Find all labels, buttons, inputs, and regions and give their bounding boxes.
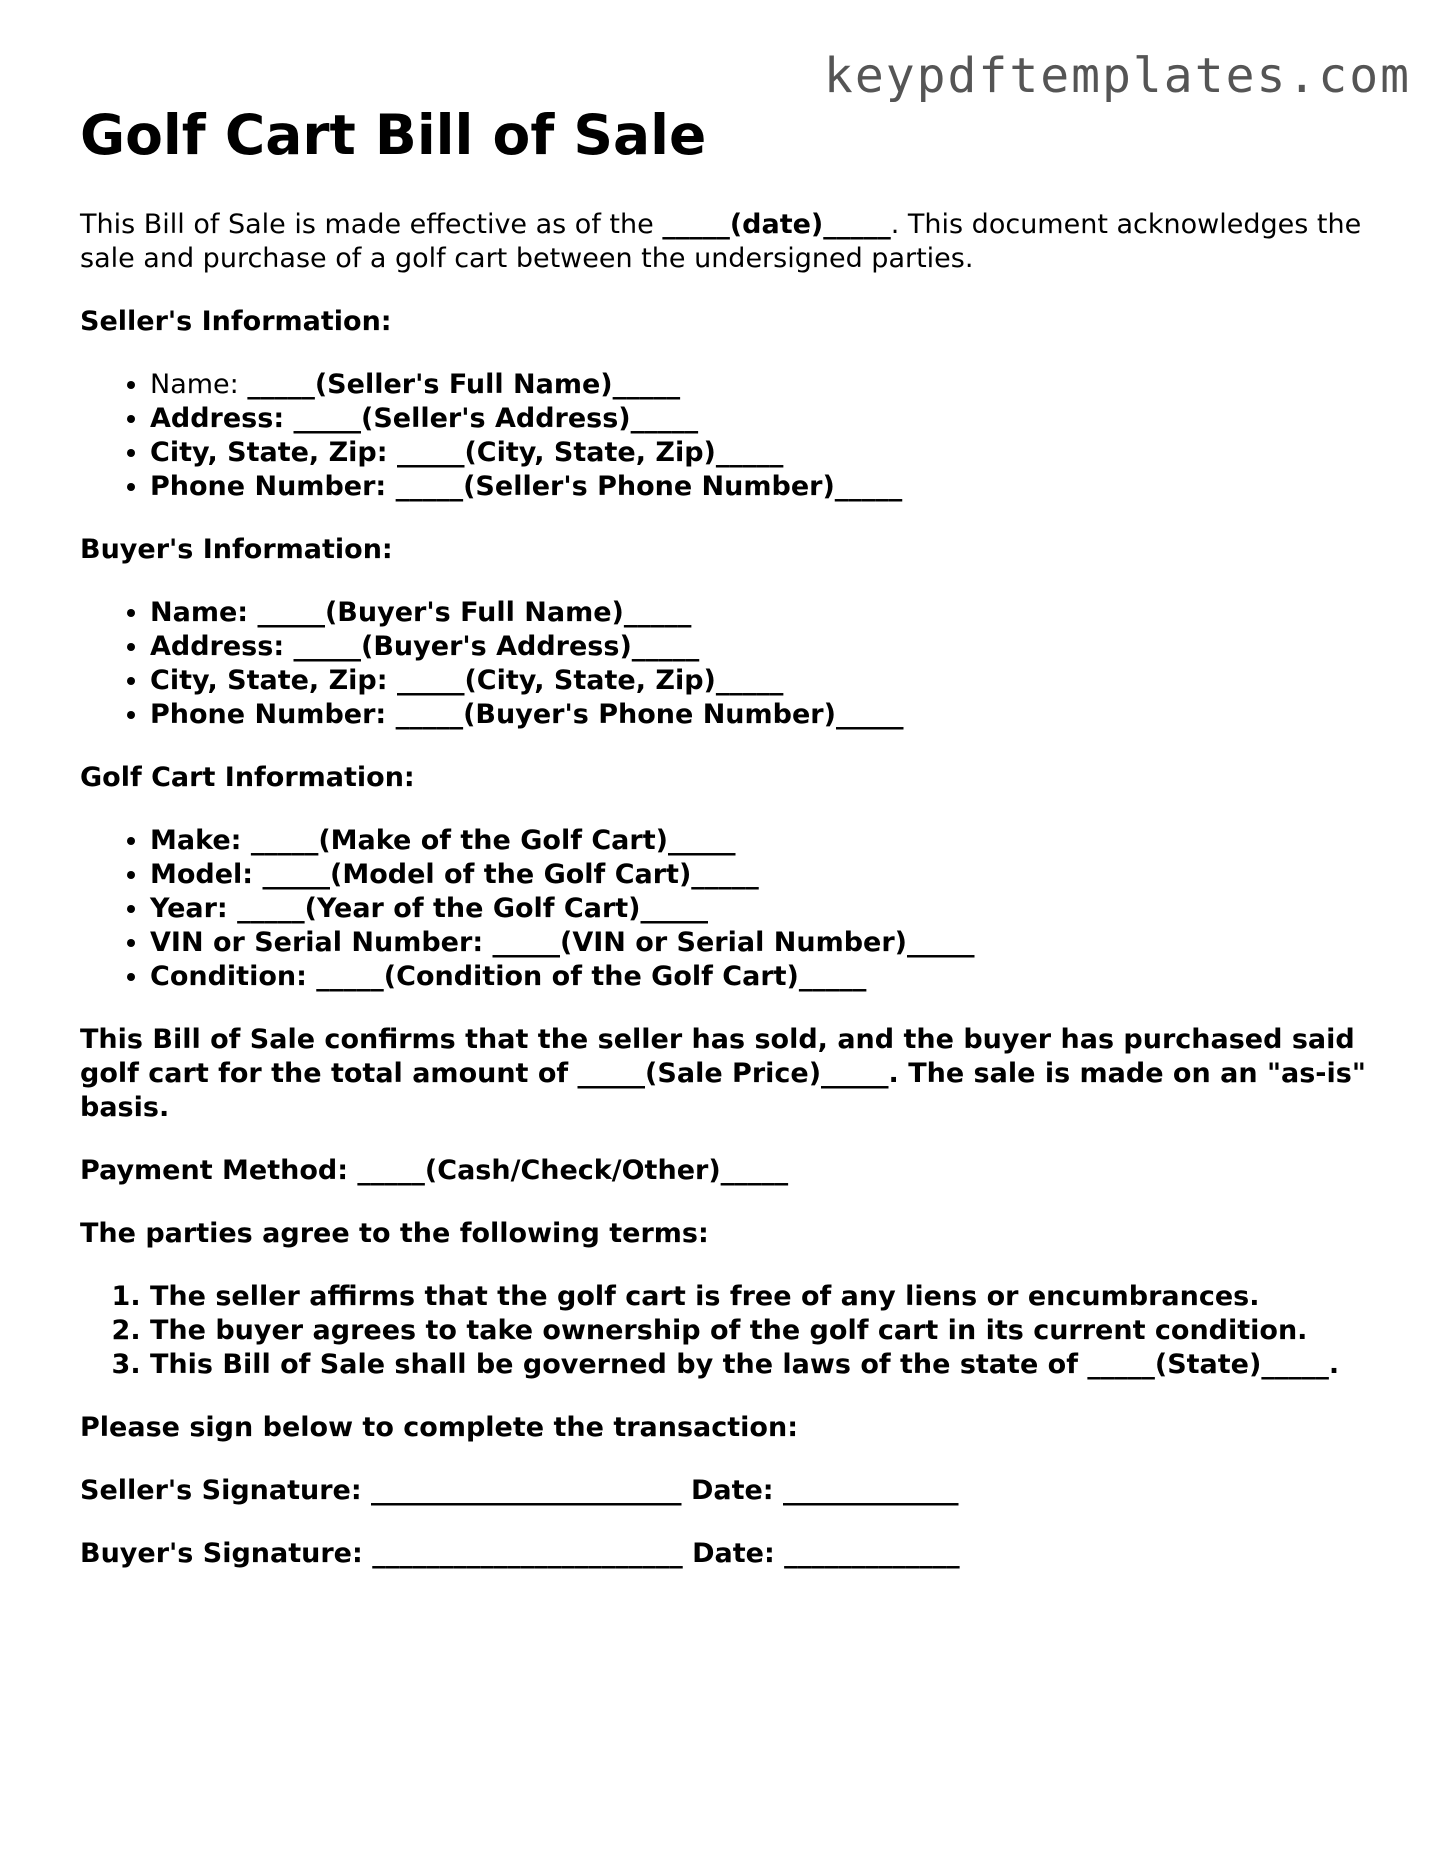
cart-make-field: • Make: _____(Make of the Golf Cart)_____ [150, 824, 1380, 858]
sale-confirmation: This Bill of Sale confirms that the seller has sold, and the buyer has purchased said golf cart for the total amount of _____(Sale Price)_____. The sale is made on an "as-is" basis. [80, 1024, 1366, 1123]
list-item [150, 368, 1380, 402]
seller-city-field: • City, State, Zip: _____(City, State, Zip)_____ [150, 436, 1380, 470]
seller-name-field: _____(Seller's Full Name)_____ [247, 369, 681, 400]
seller-signature-line: Seller's Signature: _______________________ Date: _____________ [80, 1475, 959, 1506]
cart-info-list [80, 824, 1380, 994]
seller-name-label: Name: [150, 369, 248, 400]
document-title: Golf Cart Bill of Sale [80, 103, 707, 167]
term-item: 2. The buyer agrees to take ownership of the golf cart in its current condition. [150, 1314, 1380, 1348]
watermark: keypdftemplates.com [823, 48, 1411, 104]
term-item: 1. The seller affirms that the golf cart is free of any liens or encumbrances. [150, 1280, 1380, 1314]
effective-date-field: _____(date)_____ [662, 209, 891, 240]
buyer-info-list [80, 596, 1380, 732]
buyer-city-field: • City, State, Zip: _____(City, State, Zip)_____ [150, 664, 1380, 698]
seller-info-list [80, 368, 1380, 504]
cart-vin-field: • VIN or Serial Number: _____(VIN or Serial Number)_____ [150, 926, 1380, 960]
terms-heading: The parties agree to the following terms: [80, 1218, 709, 1249]
buyer-address-field: • Address: _____(Buyer's Address)_____ [150, 630, 1380, 664]
buyer-signature-line: Buyer's Signature: _______________________ Date: _____________ [80, 1538, 960, 1569]
payment-method-field: Payment Method: _____(Cash/Check/Other)_____ [80, 1155, 789, 1186]
sign-prompt: Please sign below to complete the transaction: [80, 1412, 799, 1443]
terms-list [80, 1280, 1380, 1382]
document [80, 100, 1380, 1571]
intro-prefix: This Bill of Sale is made effective as of the [80, 209, 663, 240]
cart-info-heading: Golf Cart Information: [80, 762, 415, 793]
seller-info-heading: Seller's Information: [80, 306, 392, 337]
seller-phone-field: • Phone Number: _____(Seller's Phone Number)_____ [150, 470, 1380, 504]
cart-model-field: • Model: _____(Model of the Golf Cart)_____ [150, 858, 1380, 892]
buyer-phone-field: • Phone Number: _____(Buyer's Phone Number)_____ [150, 698, 1380, 732]
intro-paragraph [80, 208, 1380, 276]
buyer-name-field: • Name: _____(Buyer's Full Name)_____ [150, 596, 1380, 630]
buyer-info-heading: Buyer's Information: [80, 534, 393, 565]
intro-suffix: . This document acknowledges the sale and purchase of a golf cart between the undersigned parties. [80, 209, 1362, 274]
cart-year-field: • Year: _____(Year of the Golf Cart)_____ [150, 892, 1380, 926]
seller-address-field: • Address: _____(Seller's Address)_____ [150, 402, 1380, 436]
cart-condition-field: • Condition: _____(Condition of the Golf Cart)_____ [150, 960, 1380, 994]
term-item: 3. This Bill of Sale shall be governed by the laws of the state of _____(State)_____. [150, 1348, 1380, 1382]
